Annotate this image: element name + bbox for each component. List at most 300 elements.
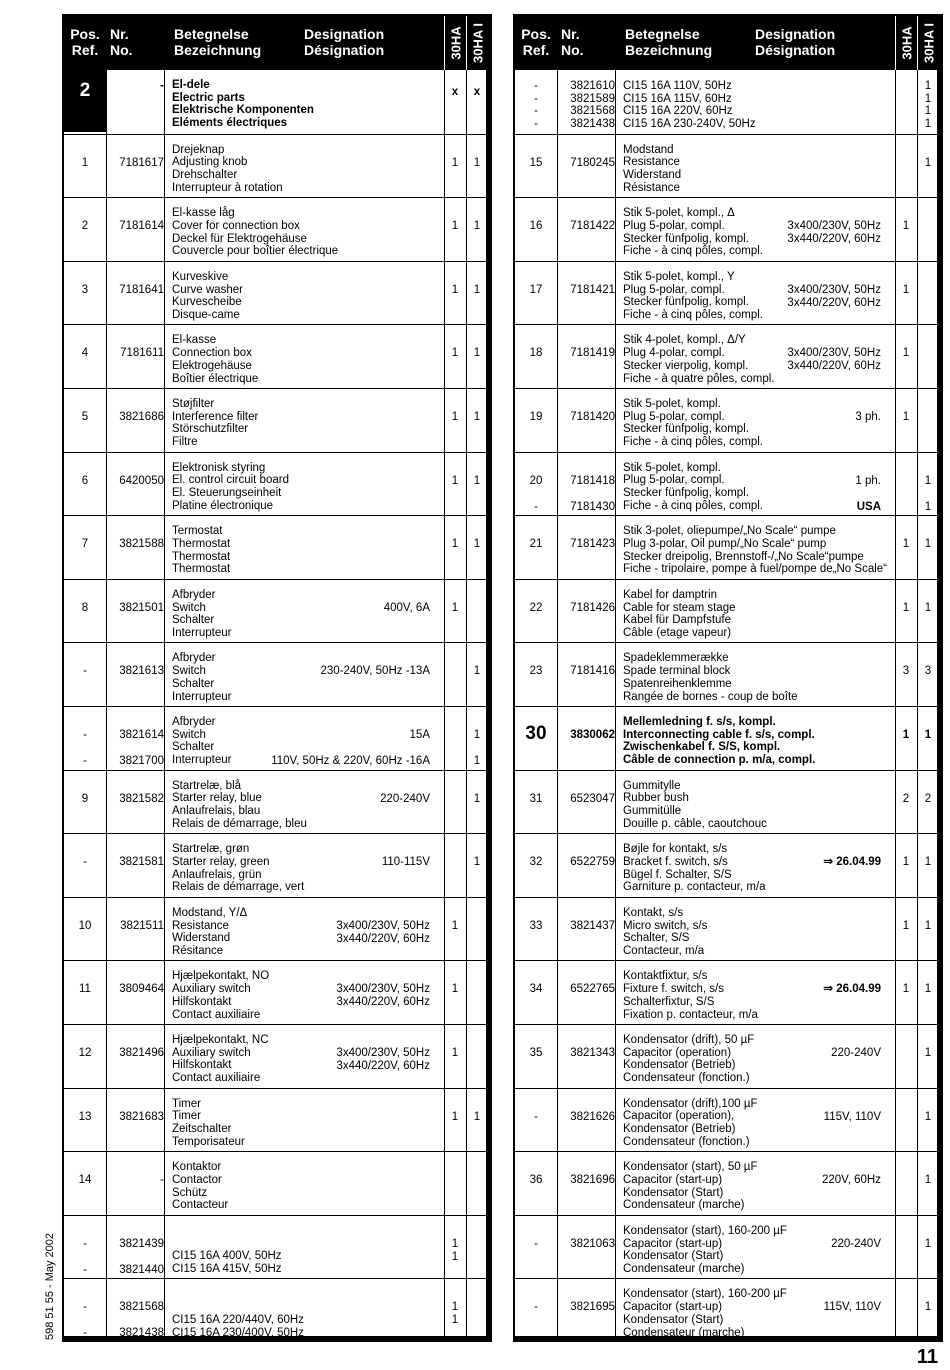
part-pos: 19 (529, 411, 543, 423)
part-qty-30ha-i: 1 (924, 474, 932, 487)
part-qty-30ha-i: 1 (473, 755, 481, 767)
description-line: Fiche - à cinq pôles, compl. (623, 436, 763, 449)
header-no-label: No. (110, 42, 133, 58)
description-line: Stecker fünfpolig, kompl. (623, 232, 749, 245)
description-line: Platine électronique (172, 499, 274, 512)
table-row (64, 642, 486, 706)
description-line: El-dele (172, 79, 210, 91)
description-line: Switch (172, 601, 206, 614)
part-number: 3821696 (570, 1174, 615, 1187)
part-qty-30ha-i: 1 (473, 283, 481, 296)
table-row (64, 134, 486, 198)
part-qty-30ha: 1 (451, 1110, 459, 1123)
part-pos: - (83, 1237, 87, 1250)
table-row (64, 324, 486, 388)
description-line: Switch (172, 728, 206, 741)
part-qty-30ha-i: 1 (924, 156, 932, 169)
description-line: Connection box (172, 347, 252, 360)
part-number: 3821343 (570, 1047, 615, 1059)
description-line: Interconnecting cable f. s/s, compl. (623, 728, 815, 741)
header-betegnelse-label: Betegnelse (625, 26, 700, 42)
description-line: Capacitor (start-up) (623, 1301, 723, 1314)
part-qty-30ha: 1 (451, 919, 459, 932)
part-spec: 220-240V (831, 1237, 881, 1250)
description-line: Interrupteur à rotation (172, 181, 283, 194)
table-row (64, 197, 486, 261)
description-line: Spade terminal block (623, 665, 731, 678)
part-description (623, 462, 891, 513)
part-description (172, 398, 440, 449)
table-row (64, 579, 486, 643)
part-pos: - (83, 1263, 87, 1276)
description-line: Plug 3-polar, Oil pump/„No Scale“ pump (623, 537, 827, 550)
table-row (515, 70, 937, 134)
description-line: Micro switch, s/s (623, 919, 708, 932)
table-row (515, 642, 937, 706)
part-number: 7181614 (119, 220, 164, 233)
part-spec: 3x400/230V, 50Hz (787, 283, 881, 296)
header-designation-en-label: Designation (755, 26, 836, 42)
part-pos: 15 (529, 156, 543, 169)
description-line: Zeitschalter (172, 1123, 232, 1135)
part-spec: 3x440/220V, 60Hz (336, 996, 430, 1009)
description-line: Kontaktfixtur, s/s (623, 970, 708, 983)
description-line: Stecker fünfpolig, kompl. (623, 423, 749, 436)
description-line: Condensateur (fonction.) (623, 1135, 750, 1148)
part-spec: 110V, 50Hz & 220V, 60Hz -16A (271, 755, 430, 767)
part-number: 3821496 (119, 1047, 164, 1059)
part-pos: 36 (529, 1174, 543, 1187)
description-line: Interrupteur (172, 690, 232, 703)
description-line: Rangée de bornes - coup de boîte (623, 690, 798, 703)
description-line: Interrupteur (172, 754, 232, 767)
table-row (515, 897, 937, 961)
part-spec: 400V, 6A (383, 601, 430, 614)
part-pos: 32 (529, 856, 543, 869)
description-line: Condensateur (marche) (623, 1262, 745, 1275)
part-number: 3821589 (570, 92, 615, 105)
part-spec: 220-240V (380, 792, 430, 805)
part-number: 3821438 (570, 118, 615, 131)
table-row (515, 515, 937, 579)
part-pos: 11 (79, 983, 91, 996)
description-line: Drehschalter (172, 169, 238, 181)
part-qty-30ha-i: 1 (473, 856, 481, 869)
header-designation-en-label: Designation (304, 26, 385, 42)
description-line: Schalter, S/S (623, 932, 690, 945)
header-col-30ha-i (466, 16, 488, 70)
part-qty-30ha-i: 1 (473, 1110, 481, 1123)
part-spec: USA (856, 500, 881, 513)
part-qty-30ha: 3 (902, 665, 910, 678)
description-line: Startrelæ, blå (172, 779, 242, 792)
part-pos: - (83, 665, 87, 678)
part-spec: 3 ph. (855, 411, 881, 423)
description-line: Kabel for damptrin (623, 588, 717, 601)
part-number: 7181641 (119, 283, 164, 296)
description-line: Modstand, Y/Δ (172, 906, 248, 919)
description-line (172, 1225, 440, 1238)
description-line: Schütz (172, 1186, 208, 1199)
part-qty-30ha-i: 1 (924, 80, 932, 92)
part-number: 3821610 (570, 80, 615, 92)
description-line: Anlaufrelais, grün (172, 868, 262, 881)
part-qty-30ha: 1 (451, 1314, 459, 1327)
part-qty-30ha: 1 (451, 1047, 459, 1059)
description-line: Fiche - à quatre pôles, compl. (623, 372, 775, 385)
part-number: 7181423 (570, 538, 615, 551)
description-line: Zwischenkabel f. S/S, kompl. (623, 741, 781, 754)
description-line: Störschutzfilter (172, 423, 249, 436)
part-number: 7181418 (570, 474, 615, 487)
header-nr-label: Nr. (110, 26, 129, 42)
part-number: 7180245 (570, 156, 615, 169)
part-pos: - (534, 500, 538, 513)
part-qty-30ha: 1 (451, 601, 459, 614)
description-line: Contact auxiliaire (172, 1072, 261, 1085)
description-line: Kondensator (Start) (623, 1250, 724, 1263)
description-line: Rubber bush (623, 792, 689, 805)
description-line: Timer (172, 1097, 201, 1110)
part-description (623, 907, 891, 958)
header-col-30ha-i-label: 30HA I (470, 23, 485, 63)
part-description (172, 462, 440, 513)
description-line: El. Steuerungseinheit (172, 487, 282, 499)
part-qty-30ha-i: 2 (924, 792, 932, 805)
parts-table-left (62, 14, 492, 1342)
part-pos: 17 (529, 283, 543, 296)
part-qty-30ha-i: 1 (924, 601, 932, 614)
description-line: Widerstand (172, 932, 231, 945)
header-col-30ha-label: 30HA (899, 26, 914, 60)
header-col-30ha-i (917, 16, 939, 70)
part-spec: 110-115V (381, 856, 430, 869)
part-pos: 31 (529, 792, 543, 805)
table-row (515, 1088, 937, 1152)
part-qty-30ha-i: 1 (924, 92, 932, 105)
description-line: Câble de connection p. m/a, compl. (623, 754, 816, 767)
description-line: Termostat (172, 525, 223, 538)
table-row (64, 960, 486, 1024)
part-qty-30ha-i: 1 (924, 118, 932, 131)
description-line: Elektronisk styring (172, 461, 266, 474)
description-line: Stecker dreipolig, Brennstoff-/„No Scale“pumpe (623, 550, 864, 563)
part-spec: 3x440/220V, 60Hz (336, 1060, 430, 1072)
part-pos: 20 (529, 474, 543, 487)
part-number: 3821581 (119, 856, 164, 869)
description-line: Kondensator (Start) (623, 1186, 724, 1199)
header-pos (64, 26, 106, 58)
part-qty-30ha-i: 1 (473, 729, 481, 741)
part-pos: - (83, 1327, 87, 1340)
description-line: Starter relay, blue (172, 792, 262, 805)
header-col-30ha-i-label: 30HA I (921, 23, 936, 63)
description-line: Electric parts (172, 91, 245, 104)
description-line: Starter relay, green (172, 855, 270, 868)
description-line: Startrelæ, grøn (172, 843, 250, 856)
description-line: Résitance (172, 944, 224, 957)
part-pos: 3 (81, 283, 89, 296)
part-number: 7181430 (570, 500, 615, 513)
description-line: Contacteur, m/a (623, 944, 705, 957)
part-spec: 230-240V, 50Hz -13A (320, 665, 430, 678)
table-row (64, 1024, 486, 1088)
part-qty-30ha-i: 1 (924, 500, 932, 513)
part-number: 7181617 (119, 156, 164, 169)
description-line: Douille p. câble, caoutchouc (623, 817, 767, 830)
description-line: Plug 4-polar, compl. (623, 347, 725, 360)
page-number: 11 (916, 1346, 938, 1368)
description-line: Condensateur (marche) (623, 1326, 745, 1339)
description-line: Kondensator (start), 160-200 µF (623, 1288, 787, 1301)
description-line: Afbryder (172, 588, 216, 601)
part-description (172, 525, 440, 576)
description-line: CI15 16A 400V, 50Hz (172, 1250, 282, 1263)
description-line: Hjælpekontakt, NC (172, 1034, 269, 1046)
header-col-30ha (895, 16, 917, 70)
header-designation (304, 26, 424, 58)
description-line: Stik 4-polet, kompl., Δ/Y (623, 334, 746, 347)
description-line: Schalter (172, 677, 215, 690)
description-line: Stik 5-polet, kompl. (623, 398, 721, 410)
part-number: 3821568 (570, 105, 615, 118)
part-description (172, 334, 440, 385)
part-description (172, 1161, 440, 1212)
part-spec: 220V, 60Hz (821, 1174, 881, 1187)
part-pos: 6 (81, 474, 89, 487)
part-pos: 23 (529, 665, 543, 678)
part-pos: 18 (529, 347, 543, 360)
table-row (515, 324, 937, 388)
part-description (172, 1098, 440, 1149)
description-line: Kurvescheibe (172, 296, 242, 309)
part-pos: 35 (529, 1047, 543, 1059)
description-line: Schalterfixtur, S/S (623, 995, 715, 1008)
table-row (64, 1088, 486, 1152)
table-row (64, 515, 486, 579)
table-row (515, 134, 937, 198)
description-line: Temporisateur (172, 1135, 245, 1148)
part-number: 7181426 (570, 601, 615, 614)
description-line: Plug 5-polar, compl. (623, 410, 725, 423)
part-spec: 115V, 110V (823, 1110, 881, 1123)
part-number: 3821582 (119, 792, 164, 805)
table-row (64, 770, 486, 834)
description-line: Eléments électriques (172, 117, 288, 130)
part-pos: 2 (64, 70, 106, 132)
description-line: Kondensator (drift),100 µF (623, 1097, 758, 1110)
description-line: Modstand (623, 143, 674, 156)
part-qty-30ha-i: 3 (924, 665, 932, 678)
description-line: Gummitylle (623, 779, 681, 792)
description-line: Thermostat (172, 537, 231, 550)
description-line: Plug 5-polar, compl. (623, 283, 725, 296)
part-qty-30ha: 1 (451, 1237, 459, 1250)
part-pos: - (83, 1301, 87, 1314)
part-qty-30ha-i: 1 (924, 729, 932, 741)
table-row (64, 452, 486, 516)
description-line: Schalter (172, 614, 215, 627)
header-bezeichnung-label: Bezeichnung (174, 42, 262, 58)
header-nr (110, 26, 150, 58)
part-description (623, 525, 891, 576)
part-spec: 3x400/230V, 50Hz (336, 983, 430, 996)
description-line: Filtre (172, 436, 198, 449)
part-pos: 30 (525, 723, 547, 744)
description-line: Kurveskive (172, 270, 229, 283)
description-line: Kontakt, s/s (623, 906, 684, 919)
description-line: Contactor (172, 1173, 222, 1186)
description-line: Anlaufrelais, blau (172, 805, 261, 817)
description-line: Kontaktor (172, 1161, 222, 1174)
header-betegnelse (174, 26, 304, 58)
description-line: Fixture f. switch, s/s (623, 983, 724, 996)
part-description (623, 144, 891, 195)
description-line: Deckel für Elektrogehäuse (172, 232, 307, 245)
part-pos: 22 (529, 601, 543, 614)
description-line: Fiche - à cinq pôles, compl. (623, 245, 763, 258)
description-line (172, 1238, 440, 1251)
description-line: Switch (172, 665, 206, 678)
part-qty-30ha-i: 1 (924, 983, 932, 996)
part-number: 3821626 (570, 1110, 615, 1123)
table-row (64, 1278, 486, 1342)
part-qty-30ha-i: 1 (473, 220, 481, 233)
description-line: Afbryder (172, 652, 216, 665)
header-designation-fr-label: Désignation (304, 42, 385, 58)
part-spec: 3x400/230V, 50Hz (787, 220, 881, 233)
part-number: 6420050 (119, 474, 164, 487)
header-ref-label: Ref. (71, 42, 99, 58)
description-line: Resistance (172, 919, 229, 932)
description-line: Condensateur (marche) (623, 1199, 745, 1212)
part-pos: 10 (78, 919, 92, 932)
part-number: 3821438 (119, 1327, 164, 1340)
part-qty-30ha: 1 (451, 411, 459, 423)
part-qty-30ha: 1 (451, 220, 459, 233)
description-line: El. control circuit board (172, 474, 289, 487)
part-pos: 8 (81, 601, 89, 614)
part-number: 3830062 (570, 729, 615, 741)
description-line: Kabel für Dampfstufe (623, 614, 732, 627)
description-line: Elektrische Komponenten (172, 104, 314, 117)
part-spec: 3x440/220V, 60Hz (336, 932, 430, 945)
part-qty-30ha: 1 (451, 347, 459, 360)
table-row (515, 1151, 937, 1215)
description-line: Couvercle pour boîtier électrique (172, 245, 339, 258)
table-row (64, 1151, 486, 1215)
header-nr (561, 26, 601, 58)
description-line: Resistance (623, 156, 680, 169)
header-designation-fr-label: Désignation (755, 42, 836, 58)
table-row (64, 261, 486, 325)
part-number: 3821440 (119, 1263, 164, 1276)
part-description (172, 1288, 440, 1339)
part-spec: 3x440/220V, 60Hz (787, 233, 881, 246)
part-number: 3821568 (119, 1301, 164, 1314)
part-qty-30ha: 1 (902, 347, 910, 360)
description-line: Fiche - tripolaire, pompe à fuel/pompe de„No Scale“ (623, 563, 887, 576)
part-qty-30ha: 1 (451, 283, 459, 296)
description-line: Relais de démarrage, bleu (172, 817, 307, 830)
part-pos: 13 (78, 1110, 92, 1123)
part-number: 3821695 (570, 1301, 615, 1314)
description-line: Bügel f. Schalter, S/S (623, 868, 732, 881)
header-designation (755, 26, 875, 58)
part-number: 7181416 (570, 665, 615, 678)
description-line: El-kasse (172, 334, 217, 347)
table-row (515, 960, 937, 1024)
table-header (64, 16, 486, 70)
part-number: 7181421 (570, 283, 615, 296)
description-line: Spadeklemmerække (623, 652, 729, 665)
part-number: 7181420 (570, 411, 615, 423)
description-line: Plug 5-polar, compl. (623, 474, 725, 487)
part-number: 3809464 (119, 983, 164, 996)
part-spec: 115V, 110V (823, 1301, 881, 1314)
part-pos: - (83, 755, 87, 767)
part-pos: - (534, 1237, 538, 1250)
part-qty-30ha: 1 (451, 538, 459, 551)
part-number: 3821613 (119, 665, 164, 678)
table-row (64, 833, 486, 897)
description-line: Curve washer (172, 283, 243, 296)
part-spec: 1 ph. (855, 474, 881, 487)
part-qty-30ha: 1 (902, 411, 910, 423)
description-line: Câble (etage vapeur) (623, 626, 732, 639)
part-pos: 7 (81, 538, 89, 551)
part-spec: 3x400/230V, 50Hz (336, 1047, 430, 1059)
part-pos: - (534, 80, 538, 92)
description-line: Kondensator (Start) (623, 1313, 724, 1326)
table-row (515, 579, 937, 643)
table-row (515, 770, 937, 834)
part-qty-30ha-i: 1 (924, 1110, 932, 1123)
description-line: Auxiliary switch (172, 983, 251, 996)
part-number: 3821437 (570, 919, 615, 932)
part-qty-30ha: 2 (902, 792, 910, 805)
part-qty-30ha: 1 (902, 601, 910, 614)
description-line: Afbryder (172, 716, 216, 728)
part-pos: 12 (78, 1047, 92, 1059)
description-line: Stik 5-polet, kompl., Δ (623, 207, 735, 220)
description-line (172, 1288, 440, 1301)
header-col-30ha (444, 16, 466, 70)
description-line: Elektrogehäuse (172, 359, 252, 372)
document-reference: 598 51 55 - May 2002 (44, 1232, 56, 1340)
part-pos: 4 (81, 347, 89, 360)
part-number: 7181422 (570, 220, 615, 233)
description-line: Gummitülle (623, 805, 682, 817)
part-qty-30ha: 1 (902, 983, 910, 996)
part-qty-30ha-i: 1 (473, 347, 481, 360)
description-line: Timer (172, 1110, 201, 1123)
part-pos: 34 (529, 983, 543, 996)
description-line: Relais de démarrage, vert (172, 881, 305, 894)
description-line: Hilfskontakt (172, 995, 232, 1008)
part-number: 3821686 (119, 411, 164, 423)
description-line: Stecker fünfpolig, kompl. (623, 487, 749, 499)
part-pos: - (534, 1301, 538, 1314)
part-number: 3821511 (120, 919, 164, 932)
header-pos (515, 26, 557, 58)
table-row (515, 197, 937, 261)
part-pos: 2 (81, 220, 89, 233)
description-line: Mellemledning f. s/s, kompl. (623, 716, 776, 728)
description-line: Capacitor (start-up) (623, 1173, 723, 1186)
description-line: Stecker vierpolig, kompl. (623, 359, 749, 372)
description-line: Thermostat (172, 563, 231, 576)
